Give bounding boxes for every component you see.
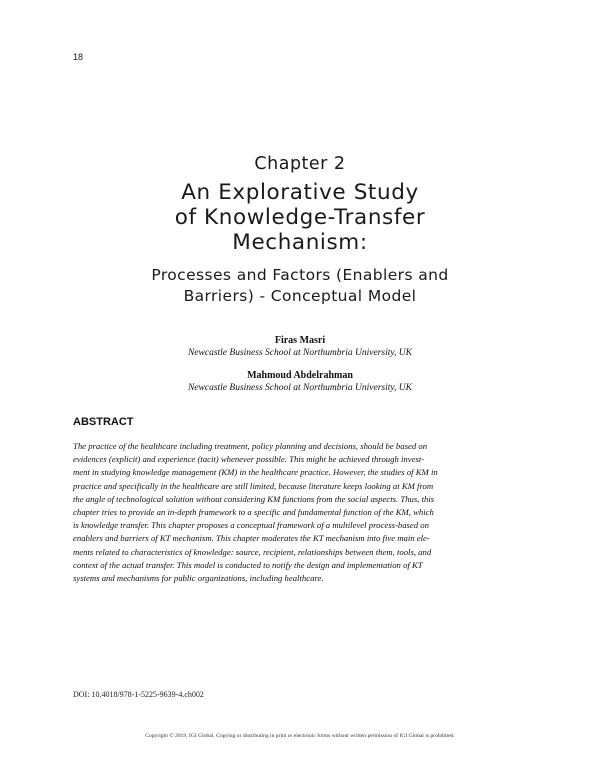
copyright-notice: Copyright © 2019, IGI Global. Copying or distributing in print or electronic forms without written permission of IGI Global is prohibited. (145, 733, 455, 739)
chapter-title-line: An Explorative Study (181, 180, 419, 205)
chapter-subtitle-line: Barriers) - Conceptual Model (183, 287, 417, 305)
author-affiliation: Newcastle Business School at Northumbria University, UK (187, 348, 413, 358)
abstract-heading: ABSTRACT (73, 416, 134, 428)
abstract-line: The practice of the healthcare including treatment, policy planning and decisions, should be based on (73, 441, 428, 451)
chapter-subtitle-line: Processes and Factors (Enablers and (151, 266, 449, 284)
abstract-line: is knowledge transfer. This chapter proposes a conceptual framework of a multilevel process-based on (73, 520, 429, 531)
abstract-body (73, 440, 529, 585)
author-name: Mahmoud Abdelrahman (247, 370, 353, 381)
chapter-title (60, 180, 540, 255)
chapter-title-line: Mechanism: (232, 230, 368, 255)
page-number: 18 (73, 52, 84, 62)
chapter-subtitle (60, 265, 540, 307)
abstract-line: chapter tries to provide an in-depth framework to a specific and fundamental function of the KM, which (73, 507, 434, 518)
doi: DOI: 10.4018/978-1-5225-9639-4.ch002 (73, 690, 204, 699)
author-affiliation: Newcastle Business School at Northumbria University, UK (187, 383, 413, 393)
abstract-line: systems and mechanisms for public organizations, including healthcare. (73, 573, 324, 584)
abstract-line: ments related to characteristics of knowledge: source, recipient, relationships between them, tools, and (73, 546, 432, 557)
chapter-title-line: of Knowledge-Transfer (174, 205, 426, 230)
abstract-line: ment in studying knowledge management (KM) in the healthcare practice. However, the studies of KM in (73, 467, 438, 478)
abstract-line: practice and specifically in the healthcare are still limited, because literature keeps looking at KM from (73, 480, 434, 491)
abstract-line: evidences (explicit) and experience (tacit) whenever possible. This might be achieved through invest- (73, 454, 425, 465)
chapter-label: Chapter 2 (254, 154, 346, 174)
author-name: Firas Masri (274, 335, 326, 346)
abstract-line: enablers and barriers of KT mechanism. This chapter moderates the KT mechanism into five main ele- (73, 533, 430, 544)
abstract-line: context of the actual transfer. This model is conducted to notify the design and implementation of KT (73, 559, 423, 570)
abstract-line: the angle of technological solution without considering KM functions from the social aspects. Thus, this (73, 493, 435, 504)
